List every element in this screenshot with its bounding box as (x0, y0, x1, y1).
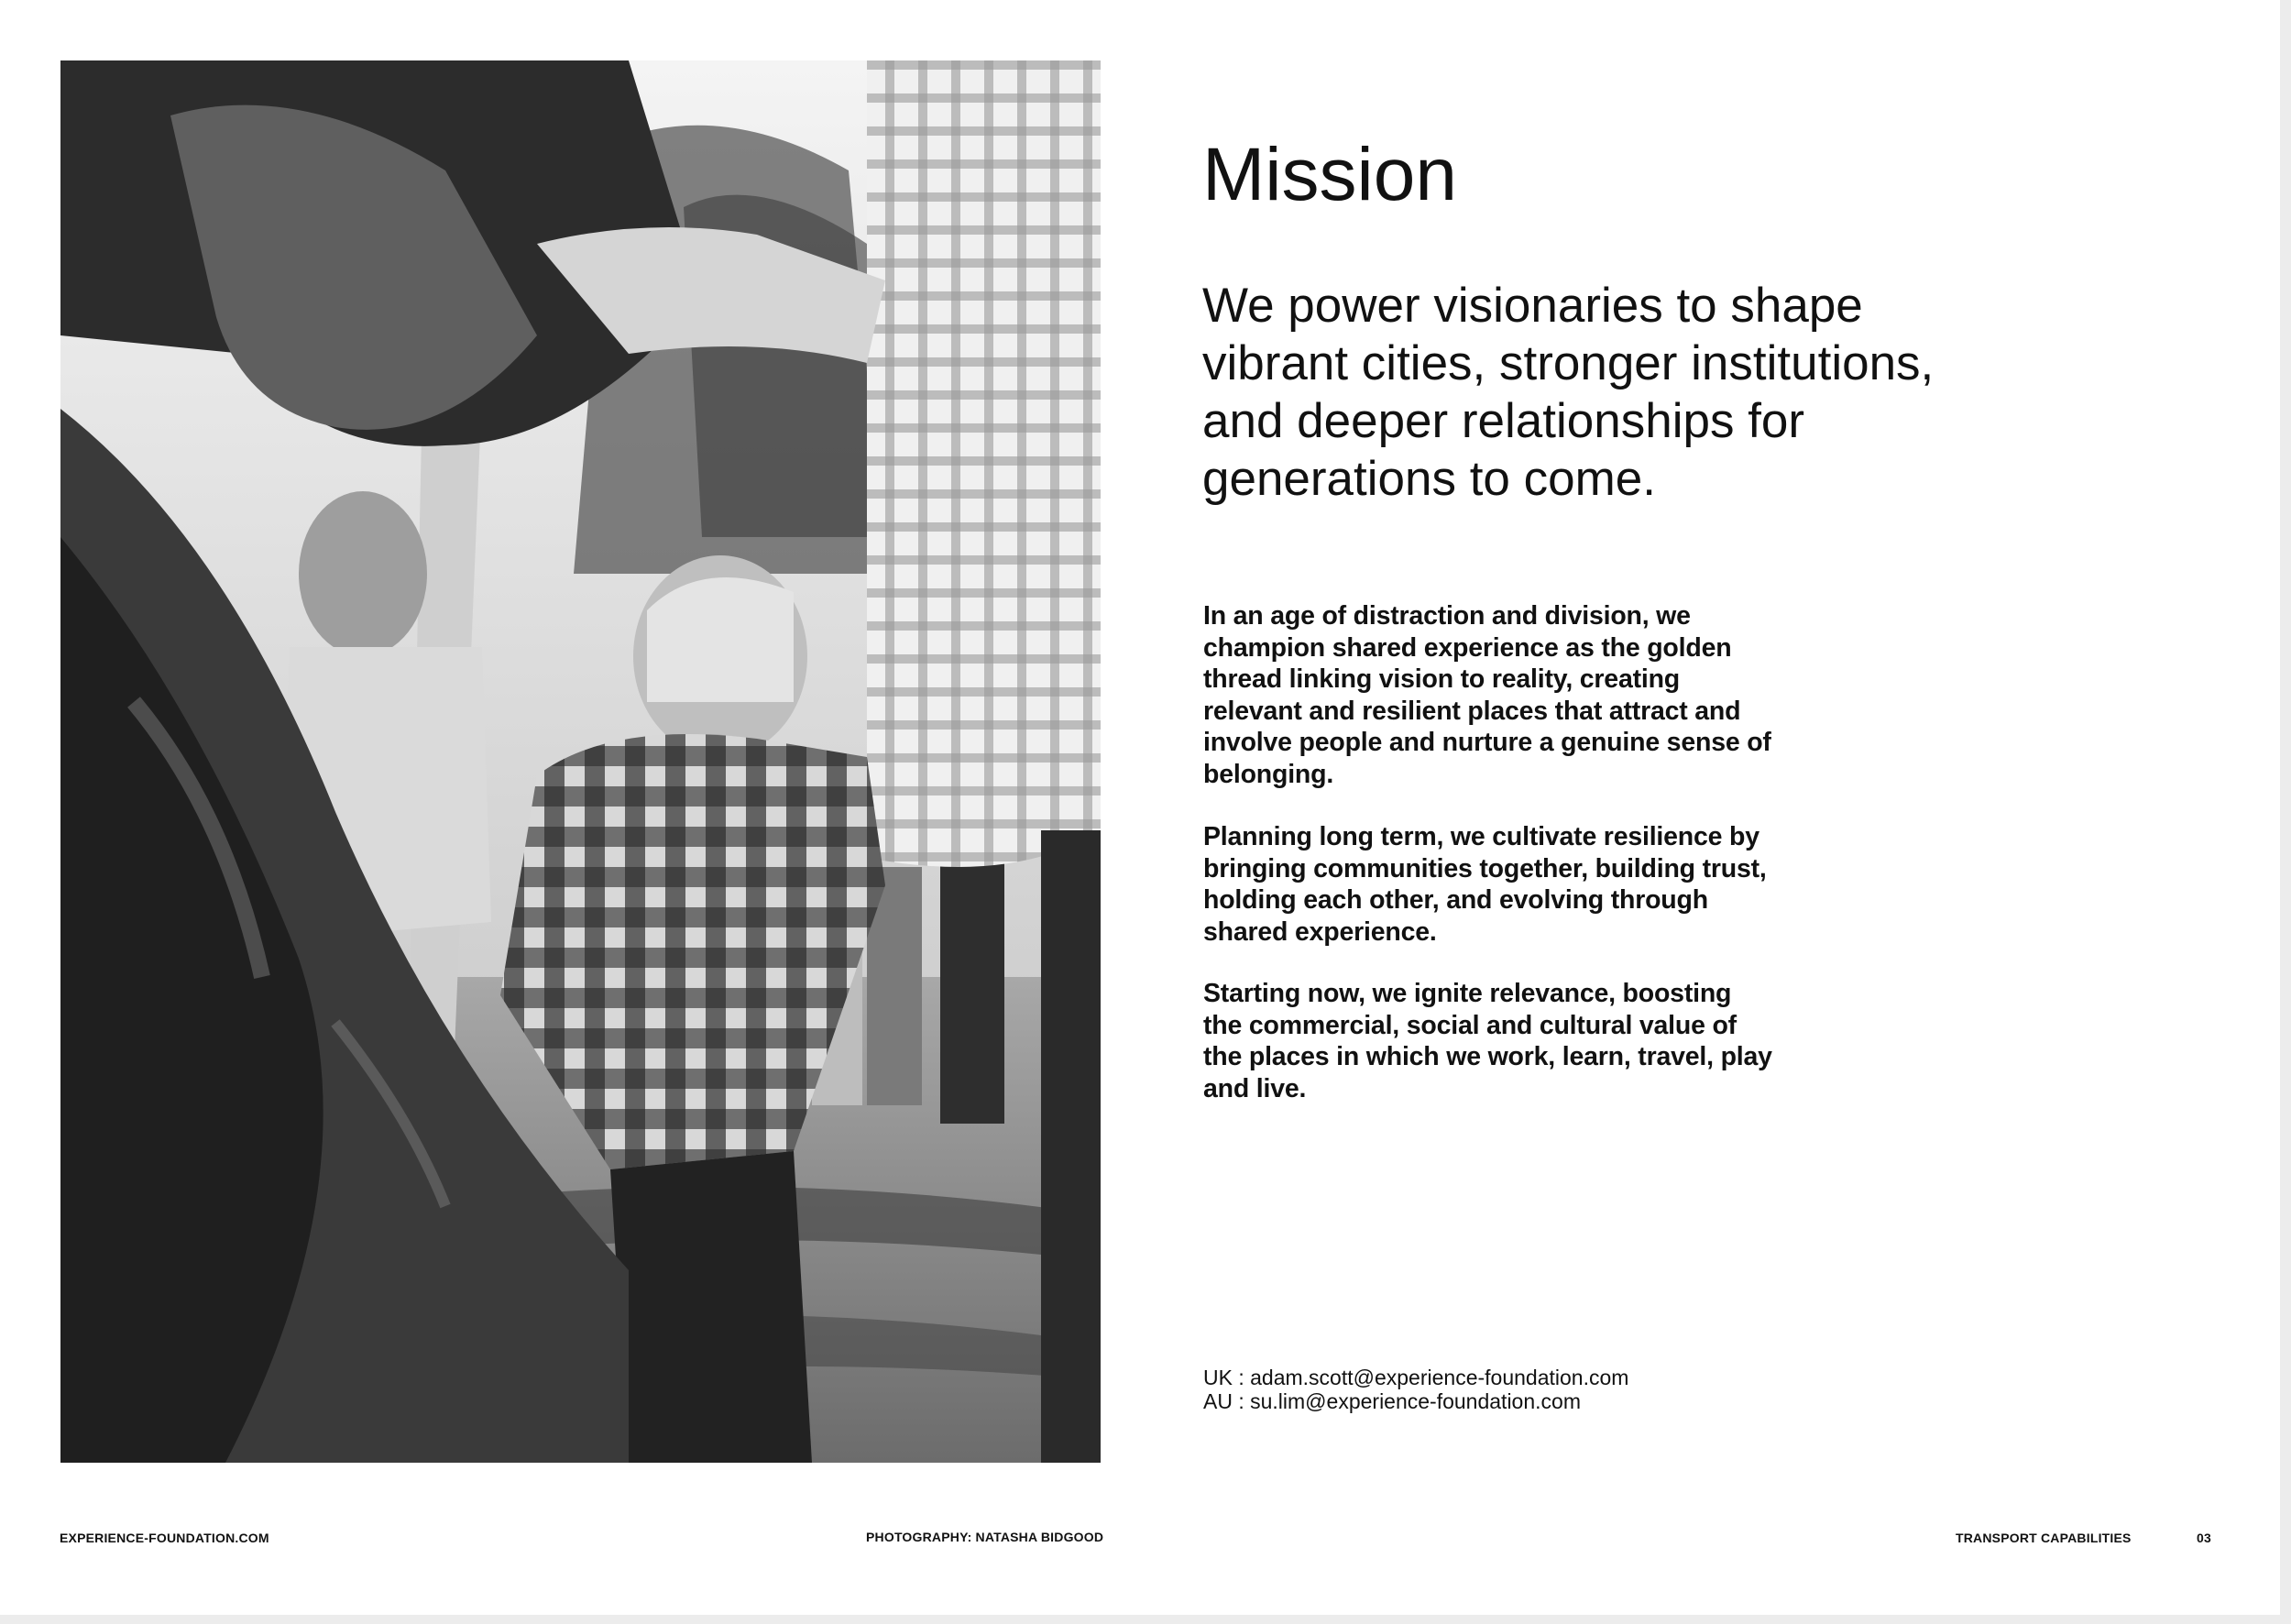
body-paragraph-1 (1203, 600, 1845, 790)
mission-statement-line: and deeper relationships for (1202, 394, 1805, 448)
paragraph-line: the commercial, social and cultural value of (1203, 1010, 1737, 1040)
footer-website-link[interactable]: EXPERIENCE-FOUNDATION.COM (60, 1531, 269, 1545)
footer-section-title: TRANSPORT CAPABILITIES (1956, 1531, 2132, 1545)
page-edge-right (2280, 0, 2291, 1624)
paragraph-line: the places in which we work, learn, travel, play (1203, 1042, 1772, 1071)
paragraph-line: bringing communities together, building trust, (1203, 853, 1767, 883)
contact-au[interactable]: AU : su.lim@experience-foundation.com (1203, 1389, 1581, 1413)
paragraph-line: champion shared experience as the golden (1203, 632, 1732, 663)
page-edge-bottom (0, 1615, 2291, 1624)
paragraph-line: holding each other, and evolving through (1203, 885, 1708, 915)
paragraph-line: Planning long term, we cultivate resilience by (1203, 822, 1759, 851)
contact-block (1203, 1366, 1628, 1413)
paragraph-line: relevant and resilient places that attract and (1203, 696, 1741, 726)
page-title: Mission (1202, 133, 1457, 216)
body-paragraph-2 (1203, 821, 1845, 948)
footer-photo-credit: PHOTOGRAPHY: NATASHA BIDGOOD (866, 1530, 1104, 1544)
mission-statement (1202, 277, 2119, 508)
mission-statement-line: We power visionaries to shape (1202, 279, 1863, 333)
mission-statement-line: vibrant cities, stronger institutions, (1202, 336, 1935, 390)
paragraph-line: In an age of distraction and division, we (1203, 601, 1691, 631)
mission-statement-line: generations to come. (1202, 452, 1656, 506)
paragraph-line: belonging. (1203, 759, 1334, 789)
footer-page-number: 03 (2197, 1531, 2211, 1545)
paragraph-line: and live. (1203, 1073, 1307, 1103)
hero-photo (60, 60, 1101, 1463)
body-paragraph-3 (1203, 978, 1845, 1104)
paragraph-line: involve people and nurture a genuine sense of (1203, 728, 1771, 757)
contact-uk[interactable]: UK : adam.scott@experience-foundation.com (1203, 1366, 1629, 1389)
paragraph-line: Starting now, we ignite relevance, boosting (1203, 979, 1732, 1008)
paragraph-line: thread linking vision to reality, creating (1203, 664, 1681, 694)
paragraph-line: shared experience. (1203, 916, 1437, 947)
